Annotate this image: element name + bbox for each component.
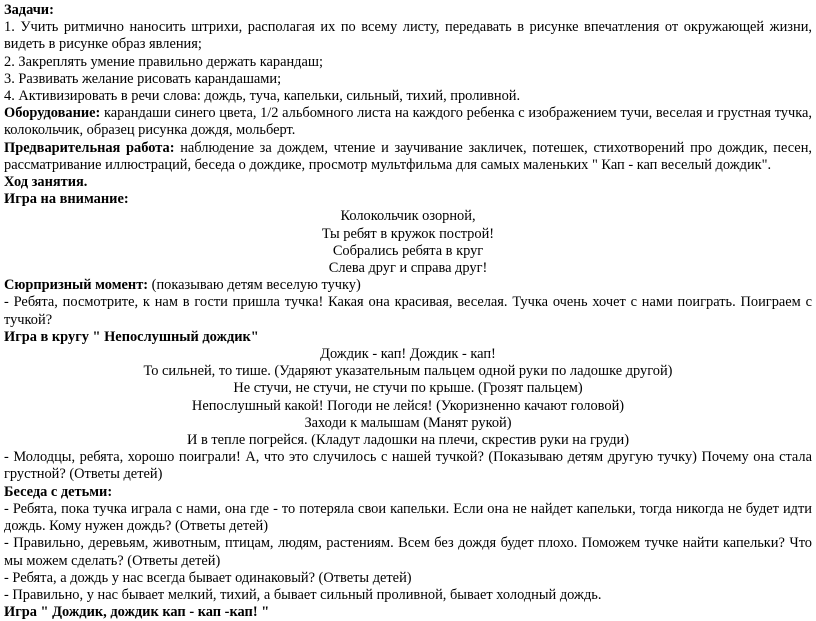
course-heading: Ход занятия. (4, 174, 88, 191)
task-item-4: 4. Активизировать в речи слова: дождь, туча, капельки, сильный, тихий, проливной. (4, 88, 521, 105)
circle-poem-line-2: То сильней, то тише. (Ударяют указательным пальцем одной руки по ладошке другой) (143, 363, 673, 380)
preliminary-text: наблюдение за дождем, чтение и заучивание закличек, потешек, стихотворений про дождик, песен, рассматривание иллюстраций, беседа о дождике, просмотр мультфильма для самых маленьких " Кап - кап веселый дождик". (4, 139, 812, 173)
circle-poem-line-3: Не стучи, не стучи, не стучи по крыше. (Грозят пальцем) (233, 380, 583, 397)
equipment-label: Оборудование: (4, 105, 101, 122)
surprise-paragraph (4, 277, 812, 294)
surprise-text: (показываю детям веселую тучку) (148, 277, 361, 294)
circle-poem-line-1: Дождик - кап! Дождик - кап! (320, 346, 496, 363)
circle-game-after: - Молодцы, ребята, хорошо поиграли! А, что это случилось с нашей тучкой? (Показываю детям другую тучку) Почему она стала грустной? (Ответы детей) (4, 449, 812, 483)
last-game-heading: Игра " Дождик, дождик кап - кап -кап! " (4, 604, 270, 621)
attention-poem-line-3: Собрались ребята в круг (332, 242, 484, 259)
conversation-heading: Беседа с детьми: (4, 483, 113, 500)
attention-game-heading: Игра на внимание: (4, 191, 129, 208)
attention-poem-line-1: Колокольчик озорной, (340, 208, 476, 225)
tasks-heading: Задачи: (4, 2, 54, 18)
surprise-label: Сюрпризный момент: (4, 277, 149, 294)
preliminary-paragraph (4, 140, 812, 174)
circle-game-heading: Игра в кругу " Непослушный дождик" (4, 328, 259, 345)
task-item-3: 3. Развивать желание рисовать карандашами; (4, 70, 282, 87)
task-item-2: 2. Закреплять умение правильно держать карандаш; (4, 53, 323, 70)
conversation-line-3: - Ребята, а дождь у нас всегда бывает одинаковый? (Ответы детей) (4, 569, 412, 586)
attention-poem-line-2: Ты ребят в кружок построй! (321, 225, 495, 242)
circle-poem-line-4: Непослушный какой! Погоди не лейся! (Укоризненно качают головой) (191, 397, 625, 414)
attention-poem-line-4: Слева друг и справа друг! (328, 260, 488, 277)
task-item-1: 1. Учить ритмично наносить штрихи, располагая их по всему листу, передавать в рисунке впечатления от окружающей жизни, видеть в рисунке образ явления; (4, 19, 812, 53)
surprise-line: - Ребята, посмотрите, к нам в гости пришла тучка! Какая она красивая, веселая. Тучка очень хочет с нами поиграть. Поиграем с тучкой? (4, 294, 812, 328)
conversation-line-1: - Ребята, пока тучка играла с нами, она где - то потеряла свои капельки. Если она не найдет капельки, тогда никогда не будет идти дождь. Кому нужен дождь? (Ответы детей) (4, 500, 812, 535)
circle-poem-line-5: Заходи к малышам (Манят рукой) (304, 414, 512, 431)
conversation-line-4: - Правильно, у нас бывает мелкий, тихий, а бывает сильный проливной, бывает холодный дождь. (4, 586, 602, 603)
equipment-text: карандаши синего цвета, 1/2 альбомного листа на каждого ребенка с изображением тучи, веселая и грустная тучка, колокольчик, образец рисунка дождя, мольберт. (4, 105, 812, 139)
preliminary-label: Предварительная работа: (4, 139, 175, 156)
conversation-line-2: - Правильно, деревьям, животным, птицам, людям, растениям. Всем без дождя будет плохо. Поможем тучке найти капельки? Что мы можем сделать? (Ответы детей) (4, 535, 812, 569)
equipment-paragraph (4, 105, 812, 139)
circle-poem-line-6: И в тепле погрейся. (Кладут ладошки на плечи, скрестив руки на груди) (186, 432, 630, 449)
